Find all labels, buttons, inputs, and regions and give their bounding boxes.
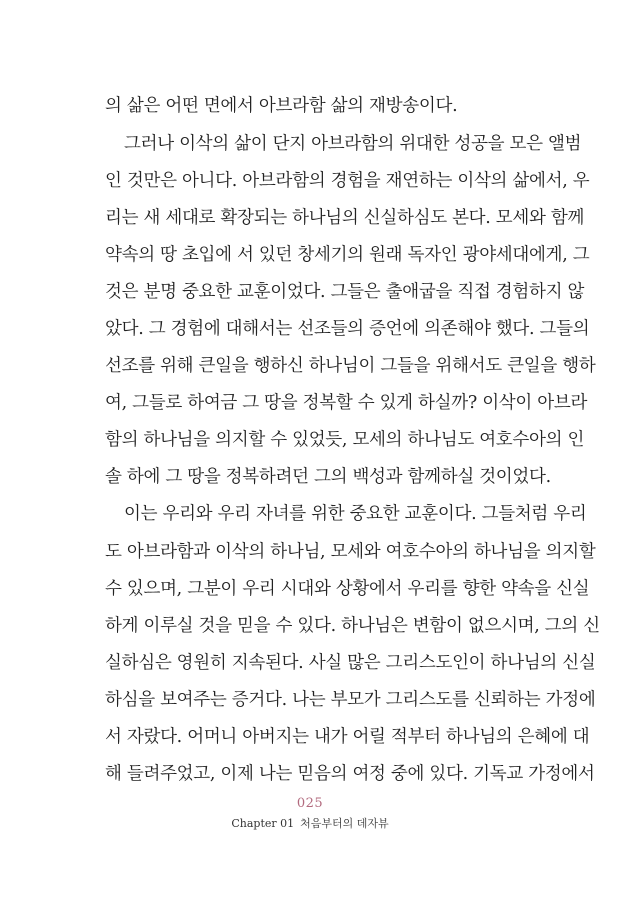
body-line-6: 것은 분명 중요한 교훈이었다. 그들은 출애굽을 직접 경험하지 않 (105, 282, 585, 302)
body-line-19: 해 들려주었고, 이제 나는 믿음의 여정 중에 있다. 기독교 가정에서 (105, 764, 595, 784)
body-line-4: 리는 새 세대로 확장되는 하나님의 신실하심도 본다. 모세와 함께 (105, 208, 585, 228)
body-line-16: 실하심은 영원히 지속된다. 사실 많은 그리스도인이 하나님의 신실 (105, 653, 596, 673)
body-line-18: 서 자랐다. 어머니 아버지는 내가 어릴 적부터 하나님의 은혜에 대 (105, 727, 590, 747)
body-line-5: 약속의 땅 초입에 서 있던 창세기의 원래 독자인 광야세대에게, 그 (105, 245, 590, 265)
body-line-17: 하심을 보여주는 증거다. 나는 부모가 그리스도를 신뢰하는 가정에 (105, 690, 596, 710)
body-line-1: 의 삶은 어떤 면에서 아브라함 삶의 재방송이다. (105, 96, 458, 116)
body-line-7: 았다. 그 경험에 대해서는 선조들의 증언에 의존해야 했다. 그들의 (105, 319, 590, 339)
body-line-10: 함의 하나님을 의지할 수 있었듯, 모세의 하나님도 여호수아의 인 (105, 430, 585, 450)
chapter-label: Chapter 01 (231, 817, 295, 830)
body-line-12: 이는 우리와 우리 자녀를 위한 중요한 교훈이다. 그들처럼 우리 (124, 504, 587, 524)
body-line-11: 솔 하에 그 땅을 정복하려던 그의 백성과 함께하실 것이었다. (105, 467, 551, 487)
body-line-14: 수 있으며, 그분이 우리 시대와 상황에서 우리를 향한 약속을 신실 (105, 579, 590, 599)
body-line-3: 인 것만은 아니다. 아브라함의 경험을 재연하는 이삭의 삶에서, 우 (105, 171, 590, 191)
running-footer (0, 817, 620, 831)
body-line-13: 도 아브라함과 이삭의 하나님, 모세와 여호수아의 하나님을 의지할 (105, 542, 596, 562)
chapter-title: 처음부터의 데자뷰 (300, 817, 389, 830)
body-line-15: 하게 이루실 것을 믿을 수 있다. 하나님은 변함이 없으시며, 그의 신 (105, 616, 600, 636)
page-number: 025 (296, 796, 324, 811)
body-line-8: 선조를 위해 큰일을 행하신 하나님이 그들을 위해서도 큰일을 행하 (105, 356, 596, 376)
body-line-9: 여, 그들로 하여금 그 땅을 정복할 수 있게 하실까? 이삭이 아브라 (105, 393, 588, 413)
body-line-2: 그러나 이삭의 삶이 단지 아브라함의 위대한 성공을 모은 앨범 (124, 134, 582, 154)
